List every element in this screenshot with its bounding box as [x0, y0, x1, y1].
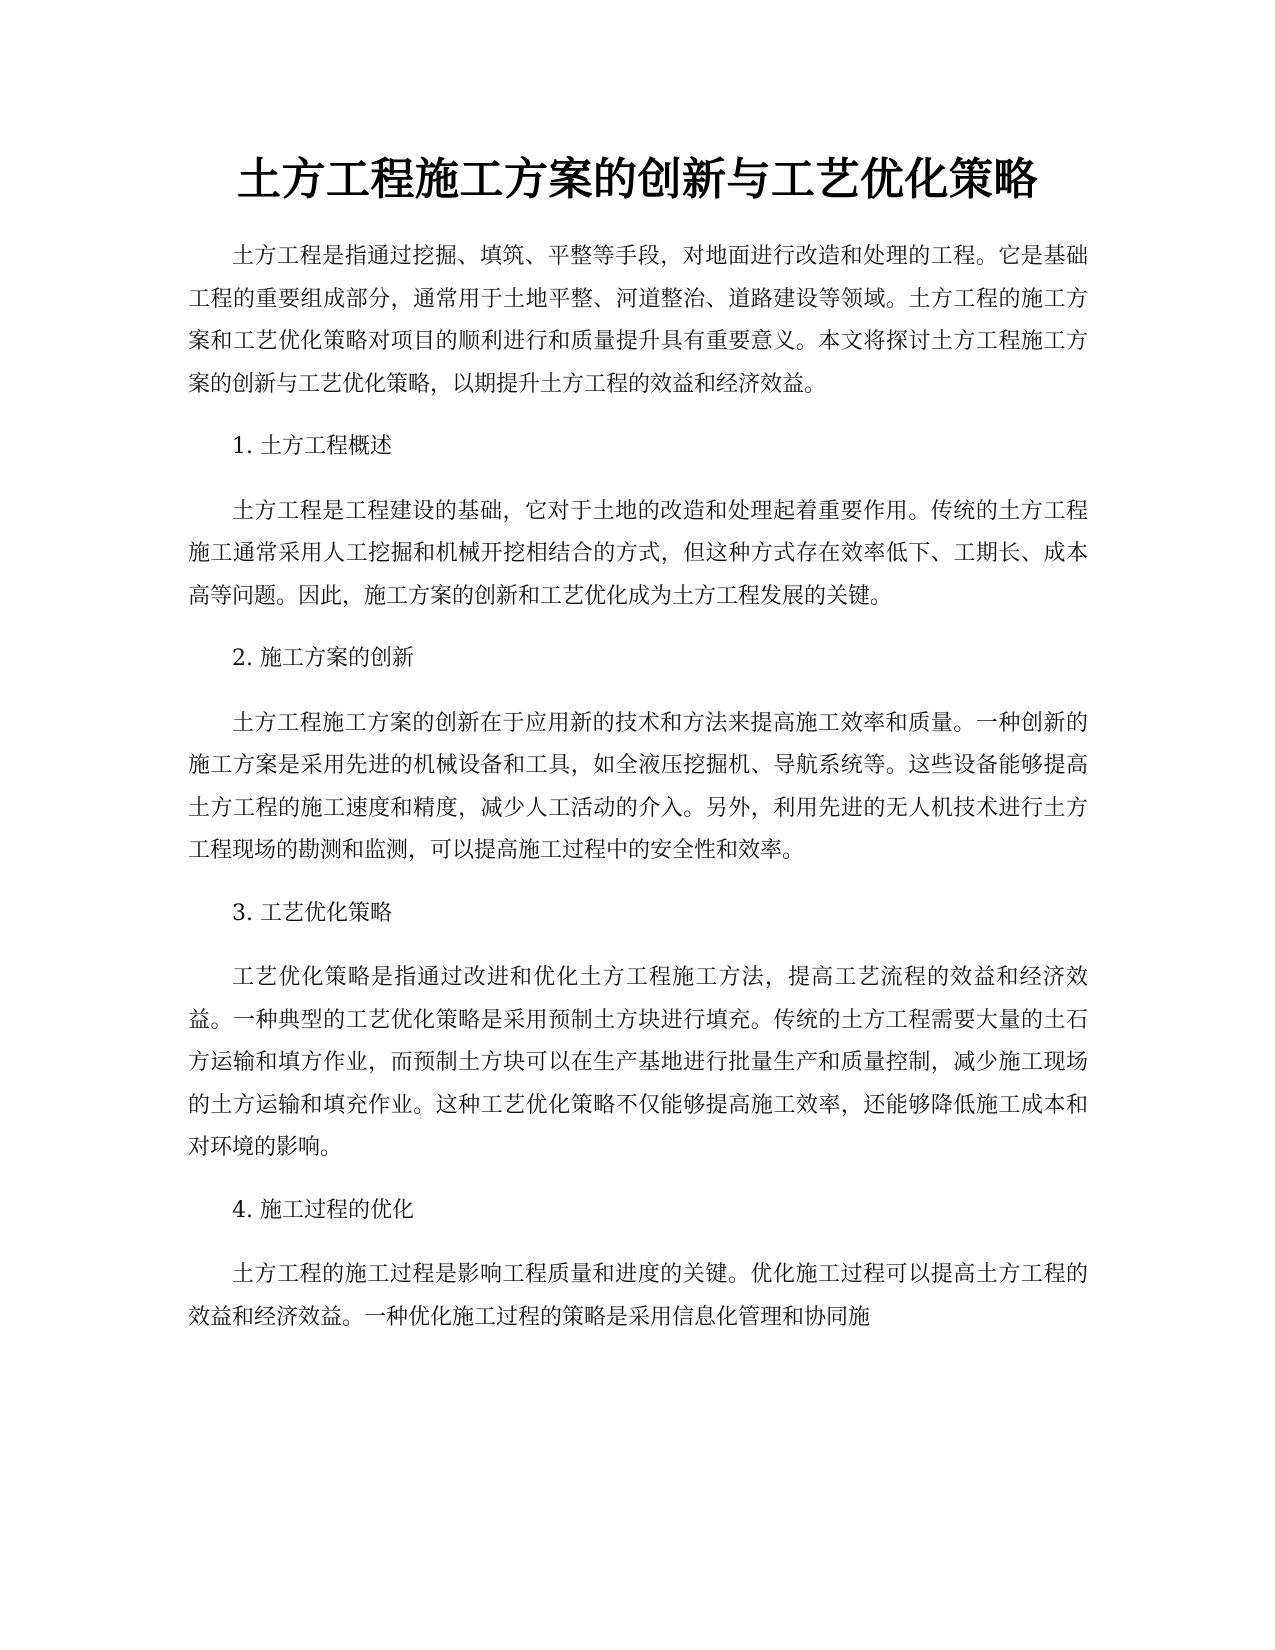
- section-heading-4: 4. 施工过程的优化: [232, 1197, 414, 1223]
- section-heading-1: 1. 土方工程概述: [232, 434, 392, 459]
- section-paragraph-3: 工艺优化策略是指通过改进和优化土方工程施工方法，提高工艺流程的效益和经济效益。一种典型的工艺优化策略是采用预制土方块进行填充。传统的土方工程需要大量的土石方运输和填方作业，而预制土方块可以在生产基地进行批量生产和质量控制，减少施工现场的土方运输和填充作业。这种工艺优化策略不仅能够提高施工效率，还能够降低施工成本和对环境的影响。: [188, 965, 1088, 1160]
- document-title: 土方工程施工方案的创新与工艺优化策略: [237, 154, 1038, 205]
- section-heading-3: 3. 工艺优化策略: [232, 900, 392, 926]
- section-paragraph-1: 土方工程是工程建设的基础，它对于土地的改造和处理起着重要作用。传统的土方工程施工通常采用人工挖掘和机械开挖相结合的方式，但这种方式存在效率低下、工期长、成本高等问题。因此，施工方案的创新和工艺优化成为土方工程发展的关键。: [188, 498, 1088, 609]
- section-paragraph-2: 土方工程施工方案的创新在于应用新的技术和方法来提高施工效率和质量。一种创新的施工方案是采用先进的机械设备和工具，如全液压挖掘机、导航系统等。这些设备能够提高土方工程的施工速度和精度，减少人工活动的介入。另外，利用先进的无人机技术进行土方工程现场的勘测和监测，可以提高施工过程中的安全性和效率。: [188, 710, 1088, 863]
- intro-paragraph: 土方工程是指通过挖掘、填筑、平整等手段，对地面进行改造和处理的工程。它是基础工程的重要组成部分，通常用于土地平整、河道整治、道路建设等领域。土方工程的施工方案和工艺优化策略对项目的顺利进行和质量提升具有重要意义。本文将探讨土方工程施工方案的创新与工艺优化策略，以期提升土方工程的效益和经济效益。: [188, 244, 1088, 397]
- document-body: [188, 236, 1088, 1339]
- section-paragraph-4: 土方工程的施工过程是影响工程质量和进度的关键。优化施工过程可以提高土方工程的效益和经济效益。一种优化施工过程的策略是采用信息化管理和协同施: [188, 1262, 1088, 1330]
- section-heading-2: 2. 施工方案的创新: [232, 646, 414, 671]
